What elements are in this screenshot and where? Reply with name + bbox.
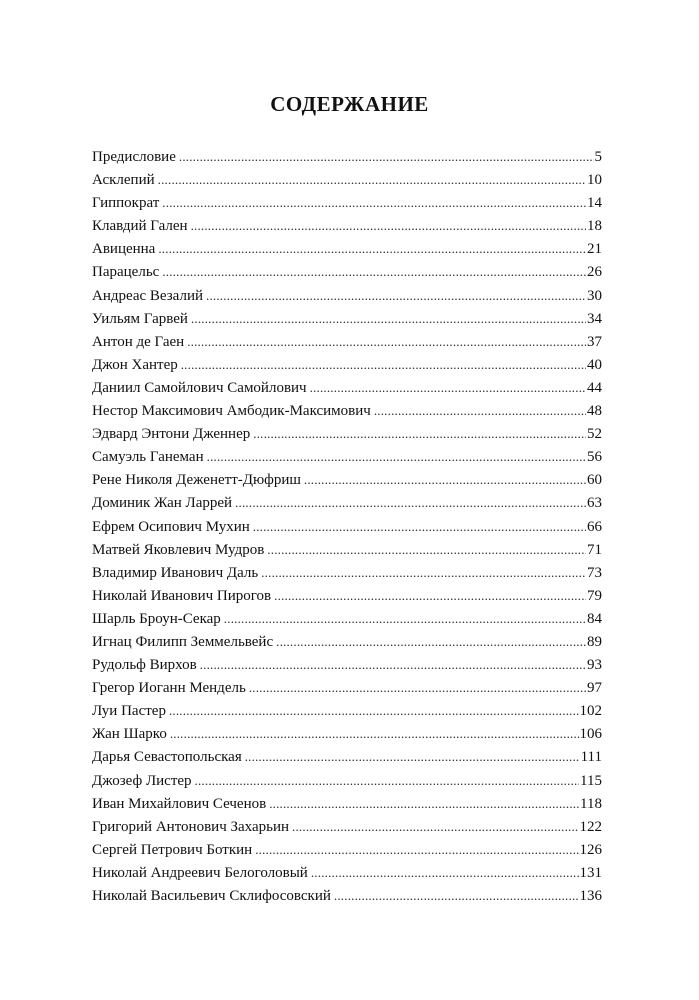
toc-entry-page-number: 63 [587,495,602,512]
toc-entry [92,815,602,838]
dot-leader [255,838,578,861]
toc-entry-page-number: 122 [579,818,602,835]
toc-entry-page-number: 106 [579,726,602,743]
toc-entry-name: Уильям Гарвей [92,310,188,327]
dot-leader [187,330,586,353]
dot-leader [253,422,586,445]
dot-leader [269,792,579,815]
toc-entry-name: Авиценна [92,241,156,258]
toc-entry [92,792,602,815]
dot-leader [179,145,594,168]
toc-entry-name: Антон де Гаен [92,333,185,350]
toc-entry [92,630,602,653]
dot-leader [374,399,586,422]
toc-entry-name: Луи Пастер [92,703,166,720]
toc-entry [92,538,602,561]
toc-entry [92,745,602,768]
toc-entry-name: Гиппократ [92,195,160,212]
dot-leader [191,214,586,237]
dot-leader [224,607,586,630]
dot-leader [267,538,586,561]
toc-entry [92,838,602,861]
dot-leader [191,307,586,330]
dot-leader [200,653,586,676]
toc-entry-page-number: 66 [587,518,602,535]
toc-entry-page-number: 93 [587,657,602,674]
dot-leader [235,491,586,514]
dot-leader [253,515,586,538]
toc-entry-name: Доминик Жан Ларрей [92,495,233,512]
toc-entry-page-number: 71 [587,541,602,558]
toc-entry [92,307,602,330]
toc-entry [92,145,602,168]
toc-entry [92,561,602,584]
toc-entry-page-number: 89 [587,633,602,650]
toc-entry-page-number: 21 [587,241,602,258]
toc-entry [92,237,602,260]
toc-entry-page-number: 14 [587,195,602,212]
toc-entry-page-number: 44 [587,379,602,396]
toc-entry-name: Клавдий Гален [92,218,188,235]
toc-entry-page-number: 102 [579,703,602,720]
toc-entry [92,353,602,376]
toc-entry-page-number: 126 [579,841,602,858]
toc-entry-name: Николай Андреевич Белоголовый [92,864,308,881]
dot-leader [311,861,579,884]
toc-entry [92,191,602,214]
toc-entry-page-number: 136 [579,888,602,904]
toc-entry [92,214,602,237]
toc-entry [92,168,602,191]
toc-entry-name: Джон Хантер [92,356,178,373]
toc-entry-name: Рудольф Вирхов [92,657,197,674]
toc-entry-page-number: 40 [587,356,602,373]
toc-entry-page-number: 84 [587,610,602,627]
toc-entry-name: Владимир Иванович Даль [92,564,259,581]
toc-entry-page-number: 37 [587,333,602,350]
table-of-contents [92,145,602,907]
toc-entry-page-number: 97 [587,680,602,697]
toc-entry-name: Николай Иванович Пирогов [92,587,272,604]
toc-entry-name: Игнац Филипп Земмельвейс [92,633,274,650]
toc-entry-page-number: 5 [594,149,602,165]
toc-entry [92,468,602,491]
toc-entry [92,399,602,422]
toc-entry-page-number: 118 [580,795,602,812]
toc-entry-page-number: 56 [587,449,602,466]
toc-entry-page-number: 111 [580,749,602,766]
toc-entry [92,699,602,722]
toc-entry [92,676,602,699]
toc-entry-page-number: 60 [587,472,602,489]
toc-entry-page-number: 73 [587,564,602,581]
toc-entry-name: Асклепий [92,172,155,189]
toc-entry-name: Иван Михайлович Сеченов [92,795,267,812]
toc-entry-page-number: 10 [587,172,602,189]
toc-entry-name: Нестор Максимович Амбодик-Максимович [92,403,371,420]
toc-entry [92,884,602,907]
toc-entry-name: Сергей Петрович Боткин [92,841,253,858]
dot-leader [292,815,578,838]
dot-leader [158,168,586,191]
toc-entry [92,607,602,630]
toc-entry-page-number: 30 [587,287,602,304]
toc-entry [92,260,602,283]
toc-entry-page-number: 52 [587,426,602,443]
dot-leader [276,630,586,653]
dot-leader [162,191,586,214]
toc-entry [92,445,602,468]
toc-entry-name: Самуэль Ганеман [92,449,204,466]
toc-entry-name: Грегор Иоганн Мендель [92,680,246,697]
page-title: СОДЕРЖАНИЕ [270,92,429,116]
dot-leader [334,884,579,907]
toc-entry-page-number: 115 [580,772,602,789]
dot-leader [162,260,586,283]
toc-entry-name: Джозеф Листер [92,772,192,789]
toc-entry-page-number: 34 [587,310,602,327]
toc-entry-name: Даниил Самойлович Самойлович [92,379,307,396]
dot-leader [170,722,579,745]
toc-entry-page-number: 79 [587,587,602,604]
toc-entry-page-number: 131 [579,864,602,881]
toc-entry-name: Парацельс [92,264,160,281]
toc-entry [92,330,602,353]
toc-entry-name: Эдвард Энтони Дженнер [92,426,251,443]
dot-leader [274,584,586,607]
dot-leader [169,699,579,722]
toc-entry [92,422,602,445]
toc-entry [92,769,602,792]
toc-entry-name: Дарья Севастопольская [92,749,242,766]
toc-entry-name: Шарль Броун-Секар [92,610,221,627]
toc-entry [92,491,602,514]
toc-entry-name: Николай Васильевич Склифосовский [92,888,331,904]
toc-entry-name: Предисловие [92,149,176,165]
toc-entry-name: Матвей Яковлевич Мудров [92,541,265,558]
dot-leader [245,745,580,768]
dot-leader [207,445,586,468]
toc-entry-name: Жан Шарко [92,726,167,743]
toc-entry [92,653,602,676]
dot-leader [181,353,586,376]
toc-entry [92,722,602,745]
toc-entry-page-number: 26 [587,264,602,281]
dot-leader [206,284,586,307]
dot-leader [261,561,586,584]
toc-entry [92,376,602,399]
toc-entry-page-number: 18 [587,218,602,235]
toc-entry-page-number: 48 [587,403,602,420]
toc-entry-name: Григорий Антонович Захарьин [92,818,290,835]
dot-leader [249,676,586,699]
toc-entry-name: Андреас Везалий [92,287,203,304]
dot-leader [195,769,580,792]
toc-entry-name: Рене Николя Деженетт-Дюфриш [92,472,301,489]
toc-entry [92,584,602,607]
toc-entry-name: Ефрем Осипович Мухин [92,518,250,535]
dot-leader [158,237,586,260]
toc-entry [92,284,602,307]
toc-entry [92,861,602,884]
dot-leader [310,376,586,399]
dot-leader [304,468,586,491]
toc-entry [92,515,602,538]
